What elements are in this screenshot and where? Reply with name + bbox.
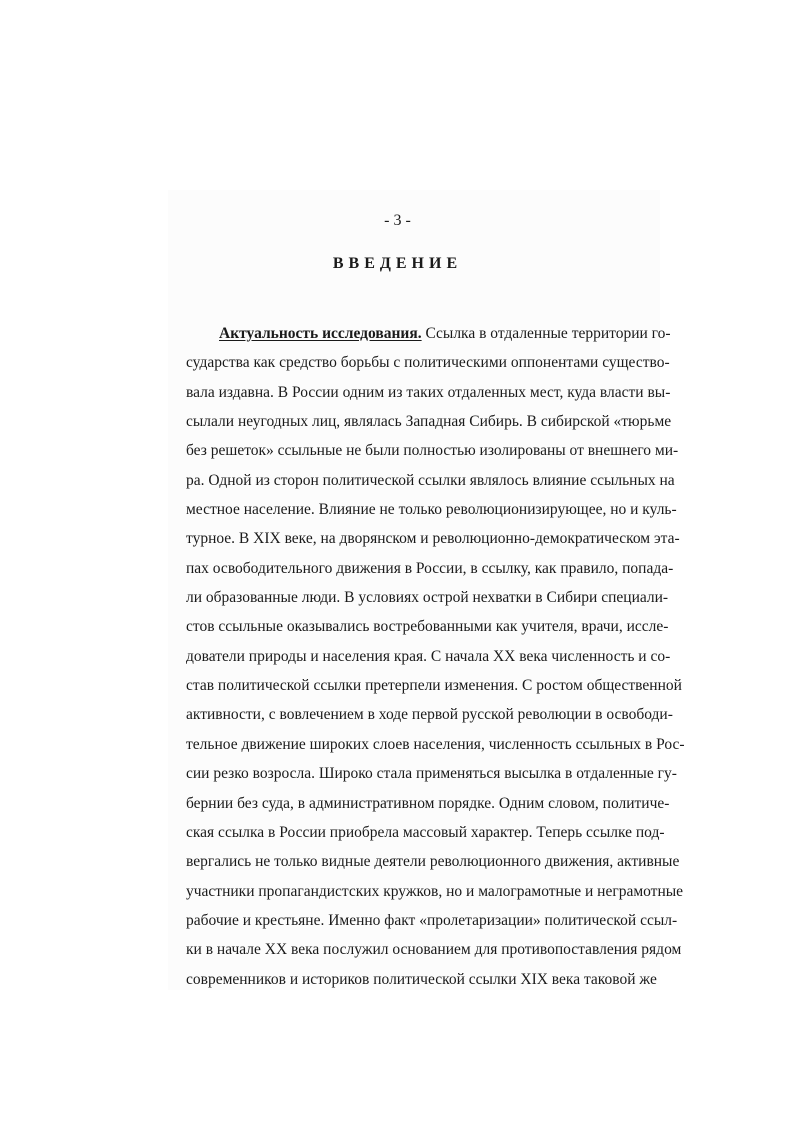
- text-line: дователи природы и населения края. С начала XX века численность и со-: [186, 647, 671, 665]
- text-line: бернии без суда, в административном порядке. Одним словом, политиче-: [186, 794, 670, 812]
- text-line: сии резко возросла. Широко стала применяться высылка в отдаленные гу-: [186, 765, 677, 783]
- text-line: тельное движение широких слоев населения, численность ссыльных в Рос-: [186, 735, 685, 753]
- section-heading: ВВЕДЕНИЕ: [332, 255, 463, 272]
- text-line: [186, 319, 671, 348]
- lead-phrase: Актуальность исследования.: [219, 325, 422, 342]
- text-line: местное население. Влияние не только революционизирующее, но и куль-: [186, 501, 677, 519]
- text-line: без решеток» ссыльные не были полностью изолированы от внешнего ми-: [186, 442, 679, 460]
- text-line: рабочие и крестьяне. Именно факт «пролетаризации» политической ссыл-: [186, 911, 678, 929]
- text-line: участники пропагандистских кружков, но и малограмотные и неграмотные: [186, 882, 684, 900]
- text-line: ли образованные люди. В условиях острой нехватки в Сибири специали-: [186, 589, 669, 607]
- text-line: став политической ссылки претерпели изменения. С ростом общественной: [186, 677, 682, 695]
- first-line-text: Ссылка в отдаленные территории го-: [421, 325, 671, 342]
- text-line: активности, с вовлечением в ходе первой русской революции в освободи-: [186, 706, 673, 724]
- text-line: пах освободительного движения в России, в ссылку, как правило, попада-: [186, 559, 674, 577]
- text-line: ки в начале XX века послужил основанием для противопоставления рядом: [186, 941, 682, 959]
- text-line: стов ссыльные оказывались востребованными как учителя, врачи, иссле-: [186, 618, 669, 636]
- text-line: сударства как средство борьбы с политическими оппонентами существо-: [186, 354, 670, 372]
- text-line: сылали неугодных лиц, являлась Западная Сибирь. В сибирской «тюрьме: [186, 413, 672, 431]
- text-line: ская ссылка в России приобрела массовый характер. Теперь ссылке под-: [186, 823, 665, 841]
- text-line: вергались не только видные деятели революционного движения, активные: [186, 853, 680, 871]
- body-paragraph: [186, 319, 685, 994]
- page-number: - 3 -: [384, 212, 411, 229]
- text-line: современников и историков политической ссылки XIX века таковой же: [186, 970, 657, 988]
- text-line: турное. В XIX веке, на дворянском и революционно-демократическом эта-: [186, 530, 680, 548]
- text-line: вала издавна. В России одним из таких отдаленных мест, куда власти вы-: [186, 383, 671, 401]
- text-line: ра. Одной из сторон политической ссылки являлось влияние ссыльных на: [186, 471, 675, 489]
